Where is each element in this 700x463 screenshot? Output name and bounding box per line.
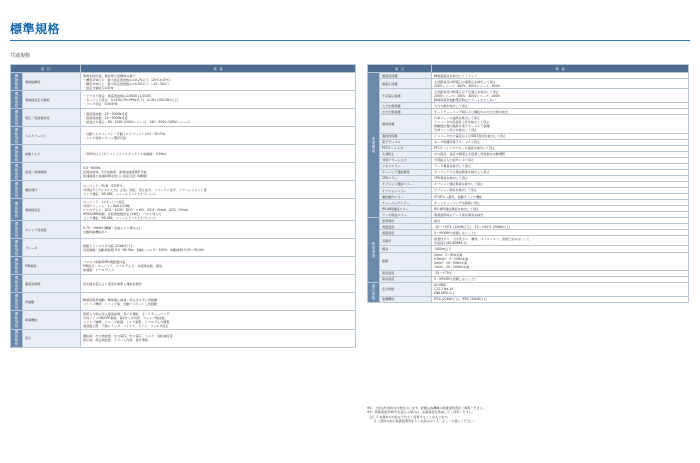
item-cell: 周波数精度: [23, 73, 81, 91]
spec-line: 外部接点入力信号により停止: [434, 158, 475, 163]
table-row: [11, 311, 356, 329]
spec-cell: [81, 199, 356, 221]
category-cell: [11, 275, 23, 293]
category-label: 機能規格: [14, 330, 19, 347]
category-label: 機能規格: [14, 145, 19, 162]
item-cell: 保護構造: [380, 296, 432, 302]
spec-line: ・設定分解能 0.01Hz: [83, 85, 114, 90]
spec-cell: [81, 239, 356, 257]
spec-line: キーパッドとの通信異常を検出して停止: [434, 170, 490, 175]
category-cell: [11, 145, 23, 163]
spec-line: プロセス制御用PID調節器内蔵: [83, 259, 126, 264]
category-cell: [368, 218, 380, 283]
spec-line: STOPキー優先、始動チェック機能: [434, 194, 483, 199]
table-row: [11, 239, 356, 257]
spec-cell: [432, 236, 689, 246]
spec-line: 2m/s²：20〜55Hz未満: [434, 261, 468, 266]
footnote-line: 2 ご使用の前に取扱説明書をよくお読みのうえ、正しくお使いください。: [367, 418, 477, 423]
common-spec-table-right: [367, 64, 689, 303]
spec-cell: [81, 145, 356, 163]
header-spec: 規 格: [81, 65, 356, 73]
table-row: [368, 79, 689, 89]
spec-cell: [81, 109, 356, 127]
spec-line: 制動トランジスタ内蔵 (22kW以下): [83, 243, 133, 248]
item-cell: CPUエラー: [380, 175, 432, 181]
table-row: [11, 221, 356, 239]
spec-line: データ異常を検出して停止: [434, 164, 472, 169]
spec-line: RS-485通信異常を検出して停止: [434, 206, 480, 211]
spec-line: IP20 (22kW以下)、IP00 (30kW以上): [434, 297, 488, 302]
category-label: 保護機能: [371, 137, 376, 154]
spec-cell: [81, 275, 356, 293]
table-row: [368, 282, 689, 296]
spec-line: オートチューニング失敗時に停止: [434, 200, 481, 205]
spec-line: C22.2 No.14: [434, 287, 454, 292]
spec-line: 5〜95%RH (結露しないこと): [434, 230, 476, 235]
item-cell: 保存温度: [380, 270, 432, 276]
category-cell: [11, 91, 23, 109]
spec-line: 冷却ファン停止を検出して停止: [434, 128, 478, 133]
item-cell: 始動トルク: [23, 145, 81, 163]
spec-line: 1m/s²：55〜200Hz未満: [434, 265, 470, 270]
table-row: [11, 109, 356, 127]
spec-line: 外部信号 (デジタル入力)：正転／逆転、停止指令、フリーラン指令、アラームリセット等: [83, 187, 207, 192]
category-cell: [11, 109, 23, 127]
category-label: 機能規格: [14, 109, 19, 126]
spec-cell: [81, 221, 356, 239]
category-label: 機能規格: [14, 312, 19, 329]
spec-line: ・自動トルクブースト／手動トルクブースト (0.0〜20.0%): [83, 131, 166, 136]
item-cell: 外部アラーム入力: [380, 157, 432, 163]
item-cell: 制御機能: [23, 311, 81, 329]
category-cell: [11, 221, 23, 239]
category-label: 適合規格: [371, 284, 376, 301]
spec-line: 5〜95%RH (結露しないこと): [434, 277, 476, 282]
footnote-line: （注）1 本資料の内容は予告なく変更することがあります。: [367, 414, 451, 419]
item-cell: オプション通信エラー: [380, 181, 432, 187]
category-cell: [368, 282, 380, 302]
spec-line: 帰還値：アナログ入力: [83, 267, 114, 272]
spec-cell: [81, 127, 356, 145]
spec-line: オプション異常を検出して停止: [434, 188, 478, 193]
category-label: 機能規格: [14, 73, 19, 90]
item-cell: 振動: [380, 252, 432, 270]
item-cell: 安全規格: [380, 282, 432, 296]
spec-cell: [81, 73, 356, 91]
spec-line: リンク運転：RS-485、フィールドバス (オプション): [83, 191, 156, 196]
spec-line: 制動抵抗器の過熱を電子サーマルで保護: [434, 123, 490, 128]
spec-line: 自動低減機能あり: [83, 229, 108, 234]
table-row: [11, 275, 356, 293]
item-cell: ブレーキ: [23, 239, 81, 257]
spec-line: PID指令：キーパッド、アナログ入力、多段周波数、通信: [83, 263, 162, 268]
spec-line: 汚染度2 (IEC60664-1): [434, 240, 467, 245]
spec-line: 200Vシリーズ：400V、400Vシリーズ：800V: [434, 83, 500, 88]
category-label: 機能規格: [14, 293, 19, 310]
spec-line: -10〜+50℃ (22kW以下)、-10〜+40℃ (30kW以上): [434, 224, 511, 229]
table-row: [11, 127, 356, 145]
category-label: 使用環境: [371, 242, 376, 258]
spec-line: 冷却ファンON/OFF制御、第2モータ切替、ジャンプ周波数、: [83, 315, 168, 320]
footnotes: [367, 406, 687, 423]
item-cell: 再始動: [23, 293, 81, 311]
header-item: 項 目: [368, 65, 432, 73]
spec-line: 設定値を超えると電流を制限し運転を継続: [83, 281, 142, 286]
spec-cell: [432, 296, 689, 302]
spec-line: 加速時間と減速時間を独立に設定可能 (4種類): [83, 173, 148, 178]
category-cell: [11, 293, 23, 311]
spec-line: スリップ補償、ドループ制御、トルク制限、アナログ入力調整: [83, 320, 170, 325]
spec-line: 200Vシリーズ：200V、400Vシリーズ：400V: [434, 93, 500, 98]
spec-line: オートチューニング時および運転中の出力欠相を検出: [434, 109, 509, 114]
item-cell: 不足電圧保護: [380, 89, 432, 103]
spec-cell: [81, 163, 356, 181]
section-subtitle: 共通規格: [10, 53, 31, 59]
item-cell: 電子サーマル: [380, 139, 432, 145]
spec-line: ・トルク特性パターン選択可能: [83, 135, 127, 140]
spec-line: 運転時：出力周波数、出力電流、出力電圧、トルク、回転速度等: [83, 334, 173, 339]
spec-cell: [81, 293, 356, 311]
category-cell: [368, 73, 380, 218]
spec-line: 出力電流・直流中間電圧を監視し周波数を自動調整: [434, 152, 506, 157]
spec-line: 停止時：設定周波数、アラーム内容、保守情報: [83, 338, 148, 343]
table-row: [11, 181, 356, 199]
spec-line: 電源を接続後、無負荷で試験時の値で: [83, 73, 136, 78]
spec-line: 瞬時停電再始動選択時はアラーム出力しない: [434, 97, 496, 102]
spec-cell: [81, 181, 356, 199]
spec-cell: [81, 329, 356, 347]
spec-line: 直線加減速、S字加減速、曲線加減速選択可能: [83, 169, 147, 174]
spec-cell: [81, 91, 356, 109]
spec-line: ・リンク設定：0.005Hz: [83, 101, 118, 106]
table-row: [11, 329, 356, 347]
spec-cell: [81, 311, 356, 329]
table-row: [11, 73, 356, 91]
item-cell: 過電圧保護: [380, 79, 432, 89]
footnote-line: ※1：上記は代表的な仕様を示します。詳細は各機種の取扱説明書をご参照ください。: [367, 406, 486, 410]
category-label: 機能規格: [14, 201, 19, 218]
spec-line: 腐食性ガス、引火性ガス、塵埃、オイルミスト、直射日光のないこと: [434, 236, 530, 241]
table-header-row: [368, 65, 689, 73]
category-cell: [11, 199, 23, 221]
category-cell: [11, 163, 23, 181]
spec-line: CPU異常を検出して停止: [434, 176, 469, 181]
spec-line: 屋内: [434, 218, 441, 223]
table-header-row: [11, 65, 356, 73]
spec-line: 入力欠相を検出して停止: [434, 103, 469, 108]
item-cell: 電圧／周波数特性: [23, 109, 81, 127]
spec-line: 周波数上限・下限リミッタ、バイアス、ゲイン、フィルタ設定: [83, 324, 169, 329]
spec-cell: [81, 257, 356, 275]
category-label: 機能規格: [14, 127, 19, 144]
category-label: 機能規格: [14, 257, 19, 274]
item-cell: 周波数設定: [23, 199, 81, 221]
page-title: 標準規格: [10, 22, 61, 36]
footnote-line: ※2：周囲温度が40℃を超える場合は、定格電流を低減してご使用ください。: [367, 410, 475, 415]
table-row: [11, 163, 356, 181]
spec-line: 直流制動：始動周波数 0.0〜60.0Hz、制動レベル 0〜100%、制動時間 0.00〜30.00s: [83, 247, 205, 252]
category-label: 機能規格: [14, 239, 19, 256]
category-cell: [11, 181, 23, 199]
spec-line: ・アナログ設定：最高周波数の1/3000 (1/1000): [83, 93, 152, 98]
spec-cell: [432, 252, 689, 270]
spec-line: 主回路直流中間電圧の過電圧を検出して停止: [434, 79, 496, 84]
table-row: [368, 115, 689, 133]
category-cell: [11, 239, 23, 257]
item-cell: 過電流制限: [23, 275, 81, 293]
item-cell: データ保存エラー: [380, 212, 432, 218]
header-item: 項 目: [11, 65, 81, 73]
item-cell: キーパッド通信異常: [380, 169, 432, 175]
spec-line: UP/DOWN制御、多段周波数設定 (16段)、パルス列入力: [83, 211, 162, 216]
spec-line: 0.75〜16kHz (機種・定格により異なる): [83, 225, 141, 230]
item-cell: 過電流保護: [380, 73, 432, 79]
spec-line: キーパッド：RUN、STOPキー: [83, 183, 126, 188]
item-cell: 入力欠相保護: [380, 103, 432, 109]
spec-line: 外部ボリューム：1〜5kΩ (1/2W): [83, 203, 131, 208]
header-spec: 規 格: [432, 65, 689, 73]
spec-line: EN61800-5-1: [434, 291, 455, 296]
spec-line: ・最高出力電圧：80〜240V (200Vシリーズ)、160〜500V (400Vシリーズ): [83, 119, 191, 124]
category-label: 機能規格: [14, 275, 19, 292]
category-cell: [11, 257, 23, 275]
category-cell: [11, 329, 23, 347]
spec-line: モータ保護用電子サーマルで停止: [434, 140, 481, 145]
spec-cell: [432, 115, 689, 133]
item-cell: 過負荷保護: [380, 133, 432, 139]
spec-line: 電源遮断時のデータ保存異常を検出: [434, 212, 484, 217]
spec-cell: [432, 79, 689, 89]
table-row: [368, 236, 689, 246]
item-cell: 保存湿度: [380, 276, 432, 282]
category-label: 機能規格: [14, 181, 19, 198]
item-cell: 運転操作: [23, 181, 81, 199]
item-cell: キャリア周波数: [23, 221, 81, 239]
item-cell: 使用場所: [380, 218, 432, 224]
spec-line: 1000m以下: [434, 246, 452, 251]
spec-line: 電源入力時の突入電流抑制、省エネ運転、オートチューニング、: [83, 311, 173, 316]
item-cell: 標高: [380, 246, 432, 252]
item-cell: PTCサーミスタ: [380, 145, 432, 151]
table-row: [11, 145, 356, 163]
spec-line: オプション通信異常を検出して停止: [434, 182, 484, 187]
category-cell: [11, 73, 23, 91]
item-cell: 過熱保護: [380, 115, 432, 133]
spec-line: リンク運転：RS-485、フィールドバス (オプション): [83, 215, 156, 220]
spec-line: ・精度1Hz以下：最大設定周波数の±0.2%以下（25℃±10℃）: [83, 77, 173, 82]
common-spec-table-left: [10, 64, 356, 348]
item-cell: 周囲湿度: [380, 230, 432, 236]
spec-line: 冷却フィンの過熱を検出して停止: [434, 115, 481, 120]
table-row: [368, 252, 689, 270]
table-row: [11, 257, 356, 275]
spec-cell: [432, 282, 689, 296]
item-cell: 周波数設定分解能: [23, 91, 81, 109]
spec-line: 瞬時過電流を検出してトリップ: [434, 73, 478, 78]
spec-line: 9.8m/s²：9〜20Hz未満: [434, 257, 469, 262]
spec-cell: [432, 89, 689, 103]
item-cell: トルクブースト: [23, 127, 81, 145]
spec-line: 0.0〜6000s: [83, 165, 101, 170]
spec-line: リトライ機能：トリップ後、自動でリセットし再始動: [83, 301, 158, 306]
spec-line: ・200%以上 (ダイナミックトルクベクトル制御時：0.5Hz): [83, 151, 166, 156]
category-cell: [11, 311, 23, 329]
spec-line: UL508C: [434, 283, 447, 288]
item-cell: 出力欠相保護: [380, 109, 432, 115]
spec-line: インバータ出力電流およびIGBT温度を検出して停止: [434, 134, 507, 139]
item-cell: メモリエラー: [380, 163, 432, 169]
spec-line: ・最高周波数：25〜500Hz可変: [83, 115, 128, 120]
item-cell: RS-485通信エラー: [380, 206, 432, 212]
table-row: [11, 293, 356, 311]
spec-line: 瞬時停電再始動：瞬停後に減速・停止させずに再始動: [83, 297, 158, 302]
item-cell: オプションエラー: [380, 187, 432, 193]
item-cell: チューニングエラー: [380, 200, 432, 206]
item-cell: 失速防止: [380, 151, 432, 157]
table-row: [11, 199, 356, 221]
category-cell: [11, 127, 23, 145]
table-row: [368, 89, 689, 103]
item-cell: 加速／減速時間: [23, 163, 81, 181]
spec-line: PTCサーミスタでモータ温度を検出して停止: [434, 146, 496, 151]
spec-line: ・精度1Hz以上：最大設定周波数の±0.5%以下（-10〜50℃）: [83, 81, 171, 86]
title-divider: [10, 40, 690, 41]
table-row: [368, 296, 689, 302]
spec-line: -25〜+70℃: [434, 271, 453, 276]
item-cell: PID制御: [23, 257, 81, 275]
spec-line: インバータ内部温度上昇を検出して停止: [434, 119, 490, 124]
table-row: [11, 91, 356, 109]
category-label: 機能規格: [14, 221, 19, 238]
item-cell: 運転動作エラー: [380, 194, 432, 200]
item-cell: 表示: [23, 329, 81, 347]
spec-line: 主回路直流中間電圧の不足電圧を検出して停止: [434, 89, 499, 94]
category-label: 機能規格: [14, 163, 19, 180]
spec-line: キーパッド：∧∨キーにて設定: [83, 199, 125, 204]
spec-line: アナログ入力：DC0〜±10V、DC0〜+10V、DC4〜20mA、DC0〜20mA: [83, 207, 188, 212]
spec-line: ・キーパッド設定：0.01Hz (99.99Hz以下)、0.1Hz (100.0Hz以上): [83, 97, 179, 102]
category-label: 機能規格: [14, 91, 19, 108]
item-cell: 雰囲気: [380, 236, 432, 246]
item-cell: 周囲温度: [380, 224, 432, 230]
spec-line: 3mm：2〜9Hz未満: [434, 253, 463, 257]
spec-line: ・基底周波数：25〜500Hz可変: [83, 111, 128, 116]
